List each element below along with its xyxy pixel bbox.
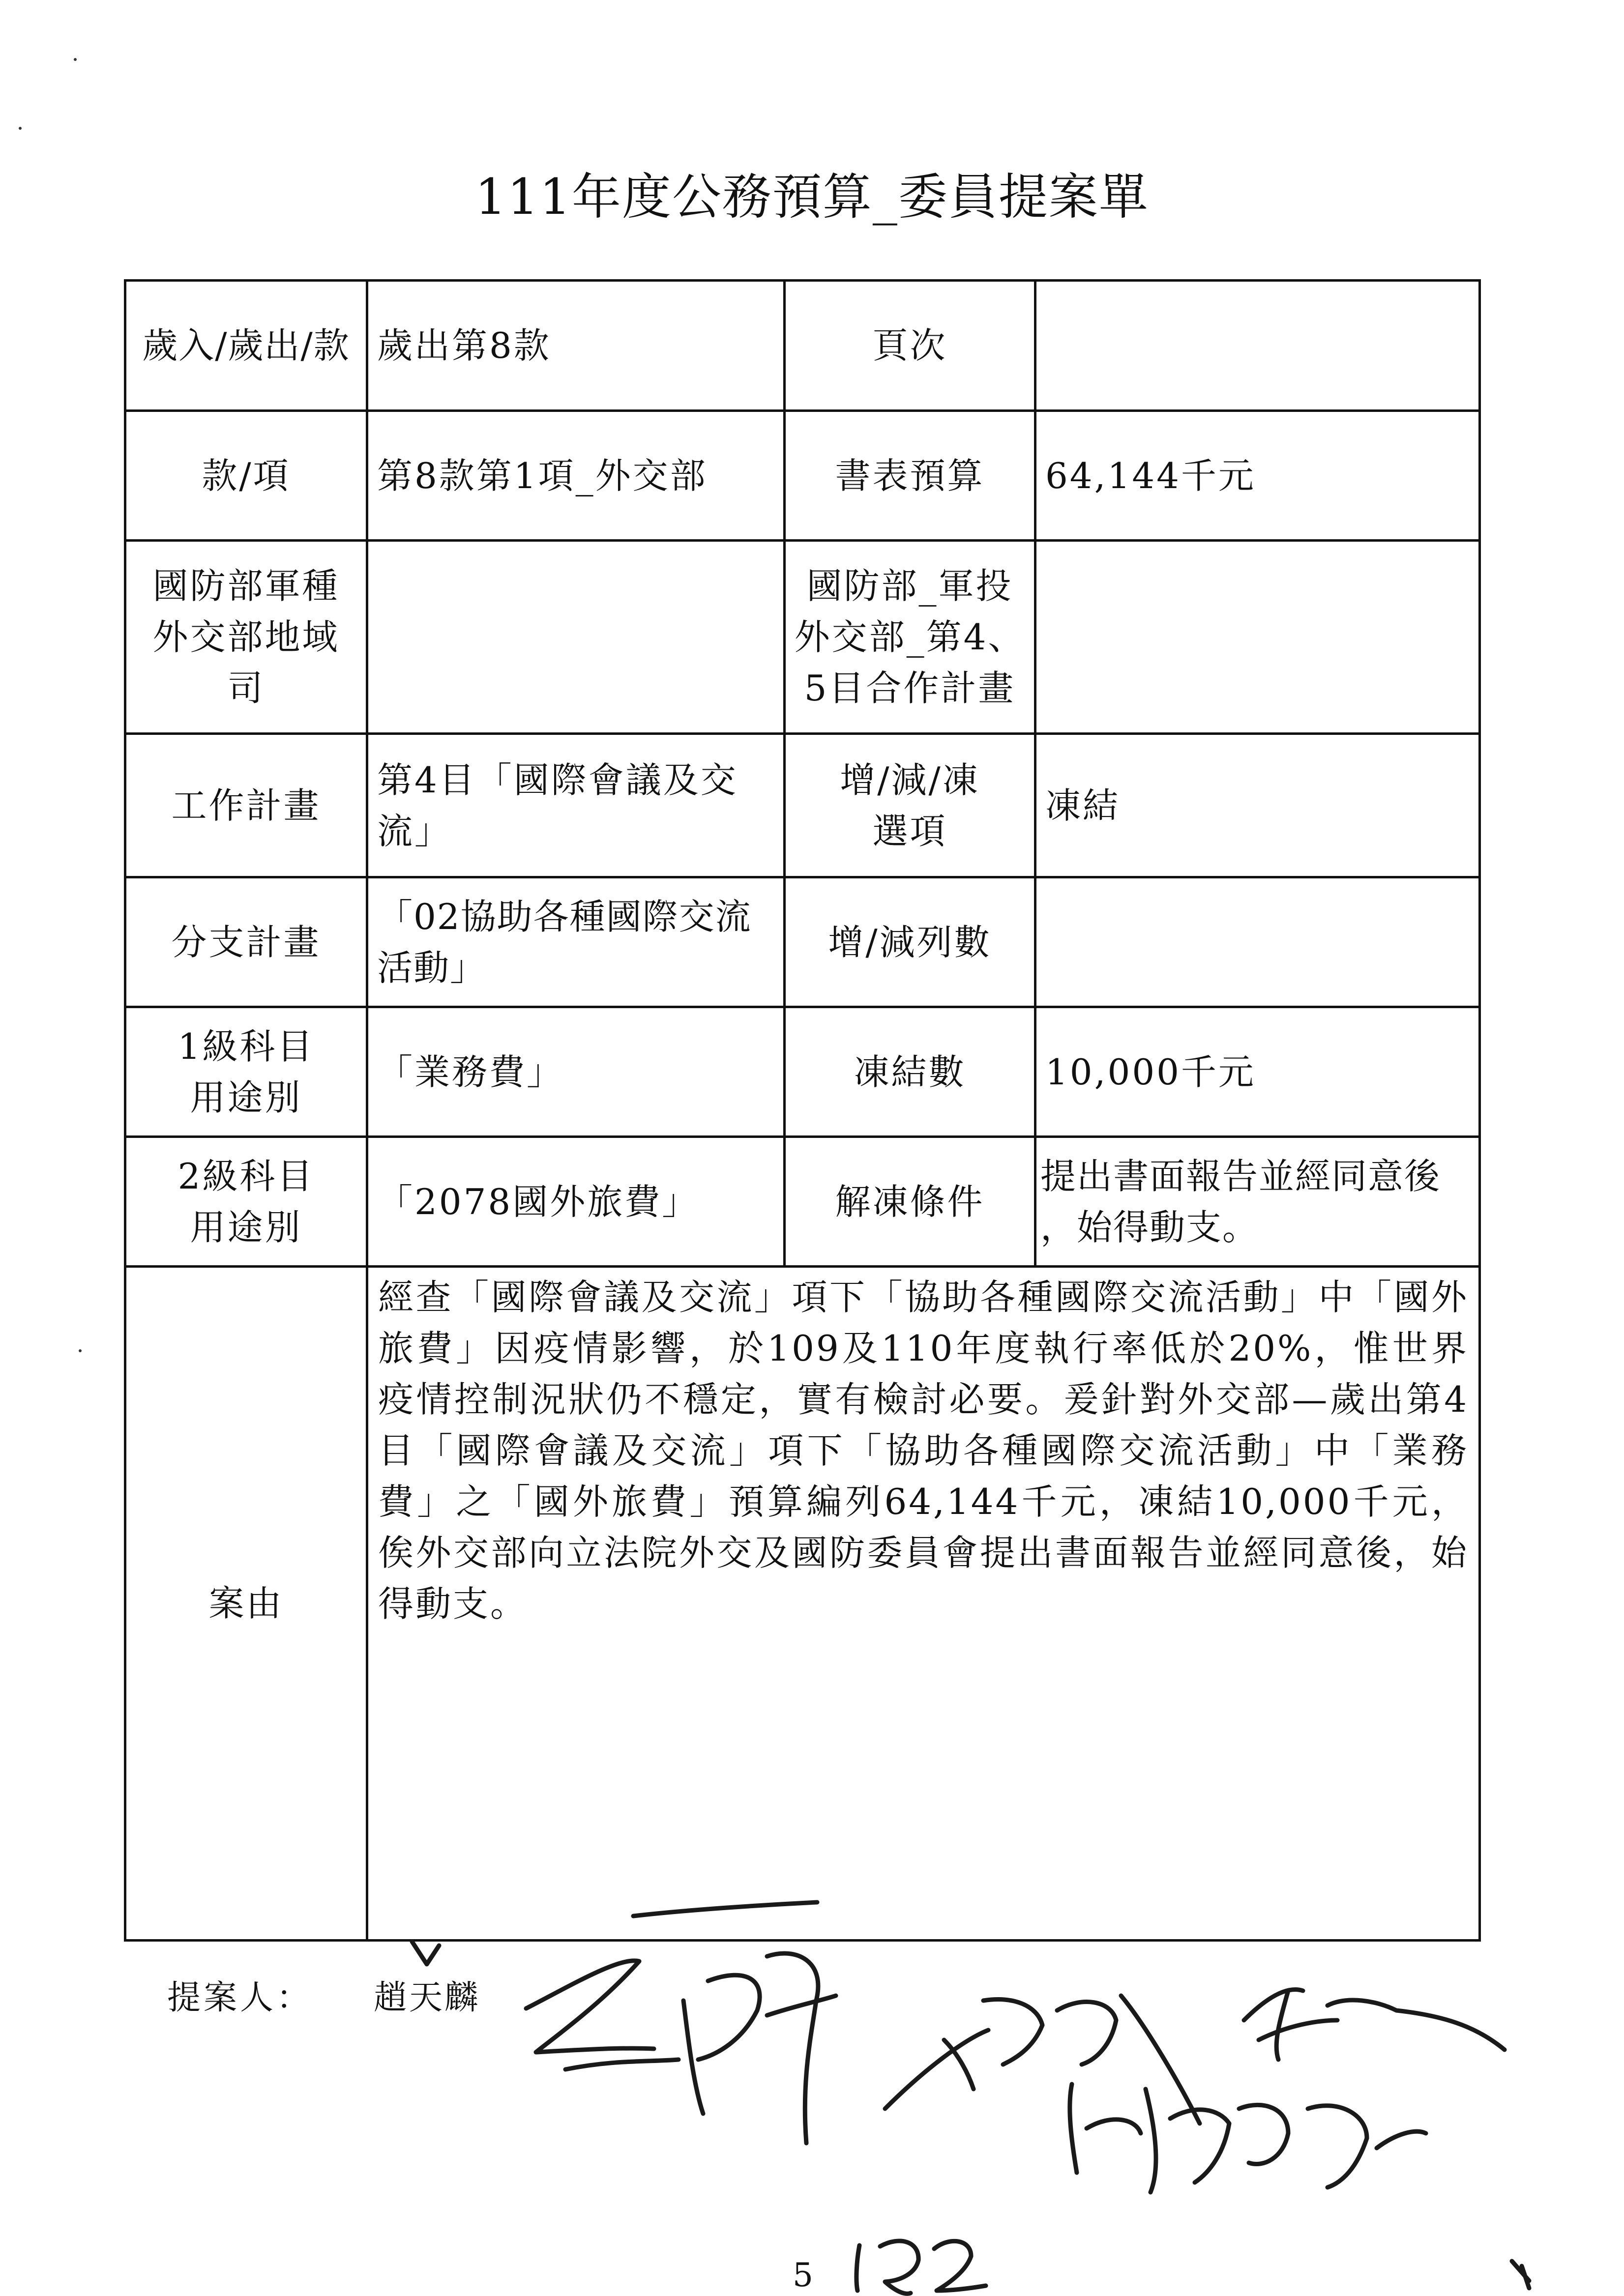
signature-1	[526, 1953, 836, 2143]
row-value-2: 64,144千元	[1035, 411, 1480, 541]
row-label-2: 書表預算	[785, 411, 1035, 541]
pen-stroke	[633, 1902, 817, 1916]
row-label-2: 頁次	[785, 281, 1035, 411]
row-label-2: 國防部_軍投 外交部_第4、 5目合作計畫	[785, 541, 1035, 734]
row-value: 第8款第1項_外交部	[367, 411, 785, 541]
signature-2	[885, 1996, 1200, 2123]
reason-label: 案由	[125, 1267, 367, 1941]
scan-speck	[19, 127, 22, 130]
proposer-label: 提案人：	[167, 1978, 313, 2017]
signature-3	[1244, 1990, 1505, 2060]
page-number: 5	[793, 2256, 813, 2294]
row-value-2: 提出書面報告並經同意後 ，始得動支。	[1035, 1137, 1480, 1267]
scan-speck	[74, 58, 77, 61]
page-title: 111年度公務預算_委員提案單	[475, 168, 1149, 226]
row-value: 「02協助各種國際交流 活動」	[367, 877, 785, 1007]
row-label: 工作計畫	[125, 734, 367, 877]
proposer-name: 趙天麟	[374, 1978, 480, 2017]
signature-4	[1070, 2084, 1426, 2192]
stray-mark	[1512, 2261, 1529, 2288]
handwritten-number-192	[856, 2241, 986, 2294]
row-label: 1級科目 用途別	[125, 1007, 367, 1137]
row-value-2: 10,000千元	[1035, 1007, 1480, 1137]
row-label-2: 增/減列數	[785, 877, 1035, 1007]
row-label: 分支計畫	[125, 877, 367, 1007]
row-value: 第4目「國際會議及交 流」	[367, 734, 785, 877]
row-value: 「業務費」	[367, 1007, 785, 1137]
reason-text: 經查「國際會議及交流」項下「協助各種國際交流活動」中「國外旅費」因疫情影響，於109及110年度執行率低於20%，惟世界疫情控制況狀仍不穩定，實有檢討必要。爰針對外交部—歲出第4目「國際會議及交流」項下「協助各種國際交流活動」中「業務費」之「國外旅費」預算編列64,144千元，凍結10,000千元，俟外交部向立法院外交及國防委員會提出書面報告並經同意後，始得動支。	[367, 1267, 1480, 1941]
row-label: 款/項	[125, 411, 367, 541]
row-label-2: 解凍條件	[785, 1137, 1035, 1267]
row-label-2: 凍結數	[785, 1007, 1035, 1137]
row-value-2: 凍結	[1035, 734, 1480, 877]
row-label: 2級科目 用途別	[125, 1137, 367, 1267]
row-value: 「2078國外旅費」	[367, 1137, 785, 1267]
row-label-2: 增/減/凍 選項	[785, 734, 1035, 877]
check-mark	[412, 1942, 439, 1964]
row-label: 國防部軍種 外交部地域 司	[125, 541, 367, 734]
row-label: 歲入/歲出/款	[125, 281, 367, 411]
row-value: 歲出第8款	[367, 281, 785, 411]
scan-speck	[79, 1349, 82, 1352]
